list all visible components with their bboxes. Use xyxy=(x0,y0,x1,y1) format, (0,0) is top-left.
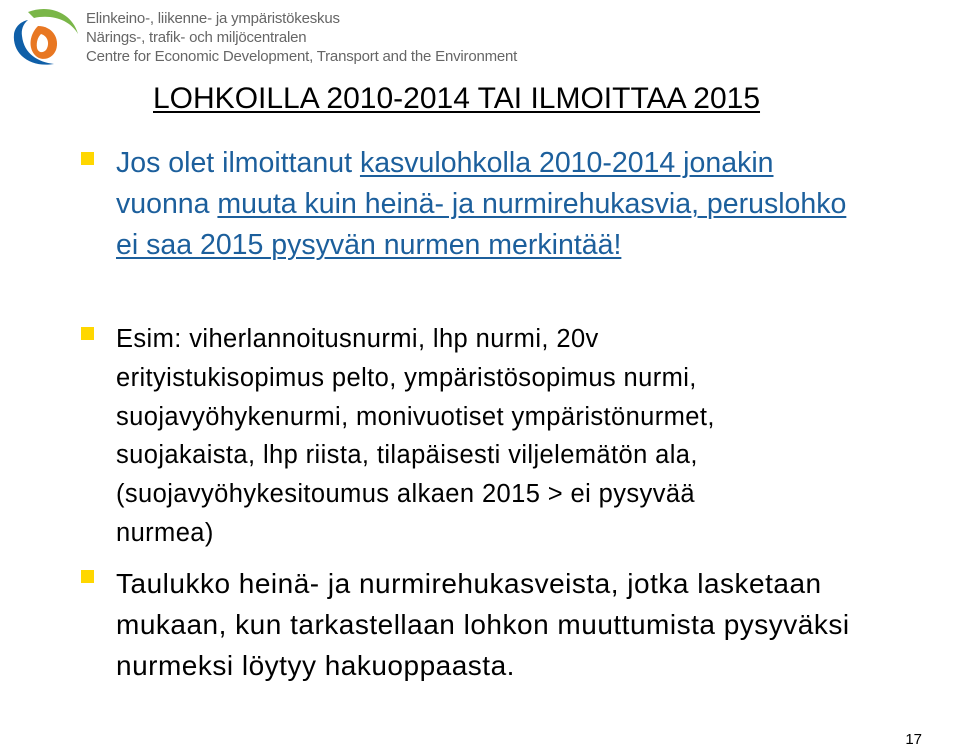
bullet-3-line: nurmeksi löytyy hakuoppaasta. xyxy=(116,650,515,681)
text-segment: vuonna xyxy=(116,188,218,220)
bullet-3-line: mukaan, kun tarkastellaan lohkon muuttumista pysyväksi xyxy=(116,609,850,640)
org-name-swedish: Närings-, trafik- och miljöcentralen xyxy=(86,29,307,46)
bullet-square-icon xyxy=(81,152,94,165)
slide-title: LOHKOILLA 2010-2014 TAI ILMOITTAA 2015 xyxy=(153,82,761,115)
text-segment: Jos olet ilmoittanut xyxy=(116,147,360,179)
bullet-2-line: suojavyöhykenurmi, monivuotiset ympäristönurmet, xyxy=(116,402,715,431)
bullet-2-line: suojakaista, lhp riista, tilapäisesti viljelemätön ala, xyxy=(116,441,698,470)
underlined-text: ei saa 2015 pysyvän nurmen merkintää! xyxy=(116,229,622,261)
bullet-2-text xyxy=(116,320,956,553)
bullet-2-line: erityistukisopimus pelto, ympäristösopimus nurmi, xyxy=(116,363,697,392)
bullet-2-line: Esim: viherlannoitusnurmi, lhp nurmi, 20v xyxy=(116,325,599,353)
bullet-square-icon xyxy=(81,570,94,583)
bullet-3-text xyxy=(116,563,956,686)
bullet-1-line-2 xyxy=(116,184,956,225)
bullet-3-line: Taulukko heinä- ja nurmirehukasveista, jotka lasketaan xyxy=(116,568,822,599)
organization-name xyxy=(86,9,517,66)
bullet-2-line: (suojavyöhykesitoumus alkaen 2015 > ei pysyvää xyxy=(116,480,696,509)
org-name-finnish: Elinkeino-, liikenne- ja ympäristökeskus xyxy=(86,10,340,27)
bullet-2-line: nurmea) xyxy=(116,518,214,547)
bullet-1-line-3 xyxy=(116,225,956,266)
underlined-text: kasvulohkolla 2010-2014 jonakin xyxy=(359,147,774,179)
bullet-square-icon xyxy=(81,327,94,340)
page-number: 17 xyxy=(905,731,922,748)
org-name-english: Centre for Economic Development, Transport and the Environment xyxy=(86,48,518,65)
ely-logo-icon xyxy=(8,4,82,68)
underlined-text: muuta kuin heinä- ja nurmirehukasvia, peruslohko xyxy=(217,188,847,220)
bullet-1-text xyxy=(116,143,956,266)
bullet-1-line-1 xyxy=(116,143,956,184)
